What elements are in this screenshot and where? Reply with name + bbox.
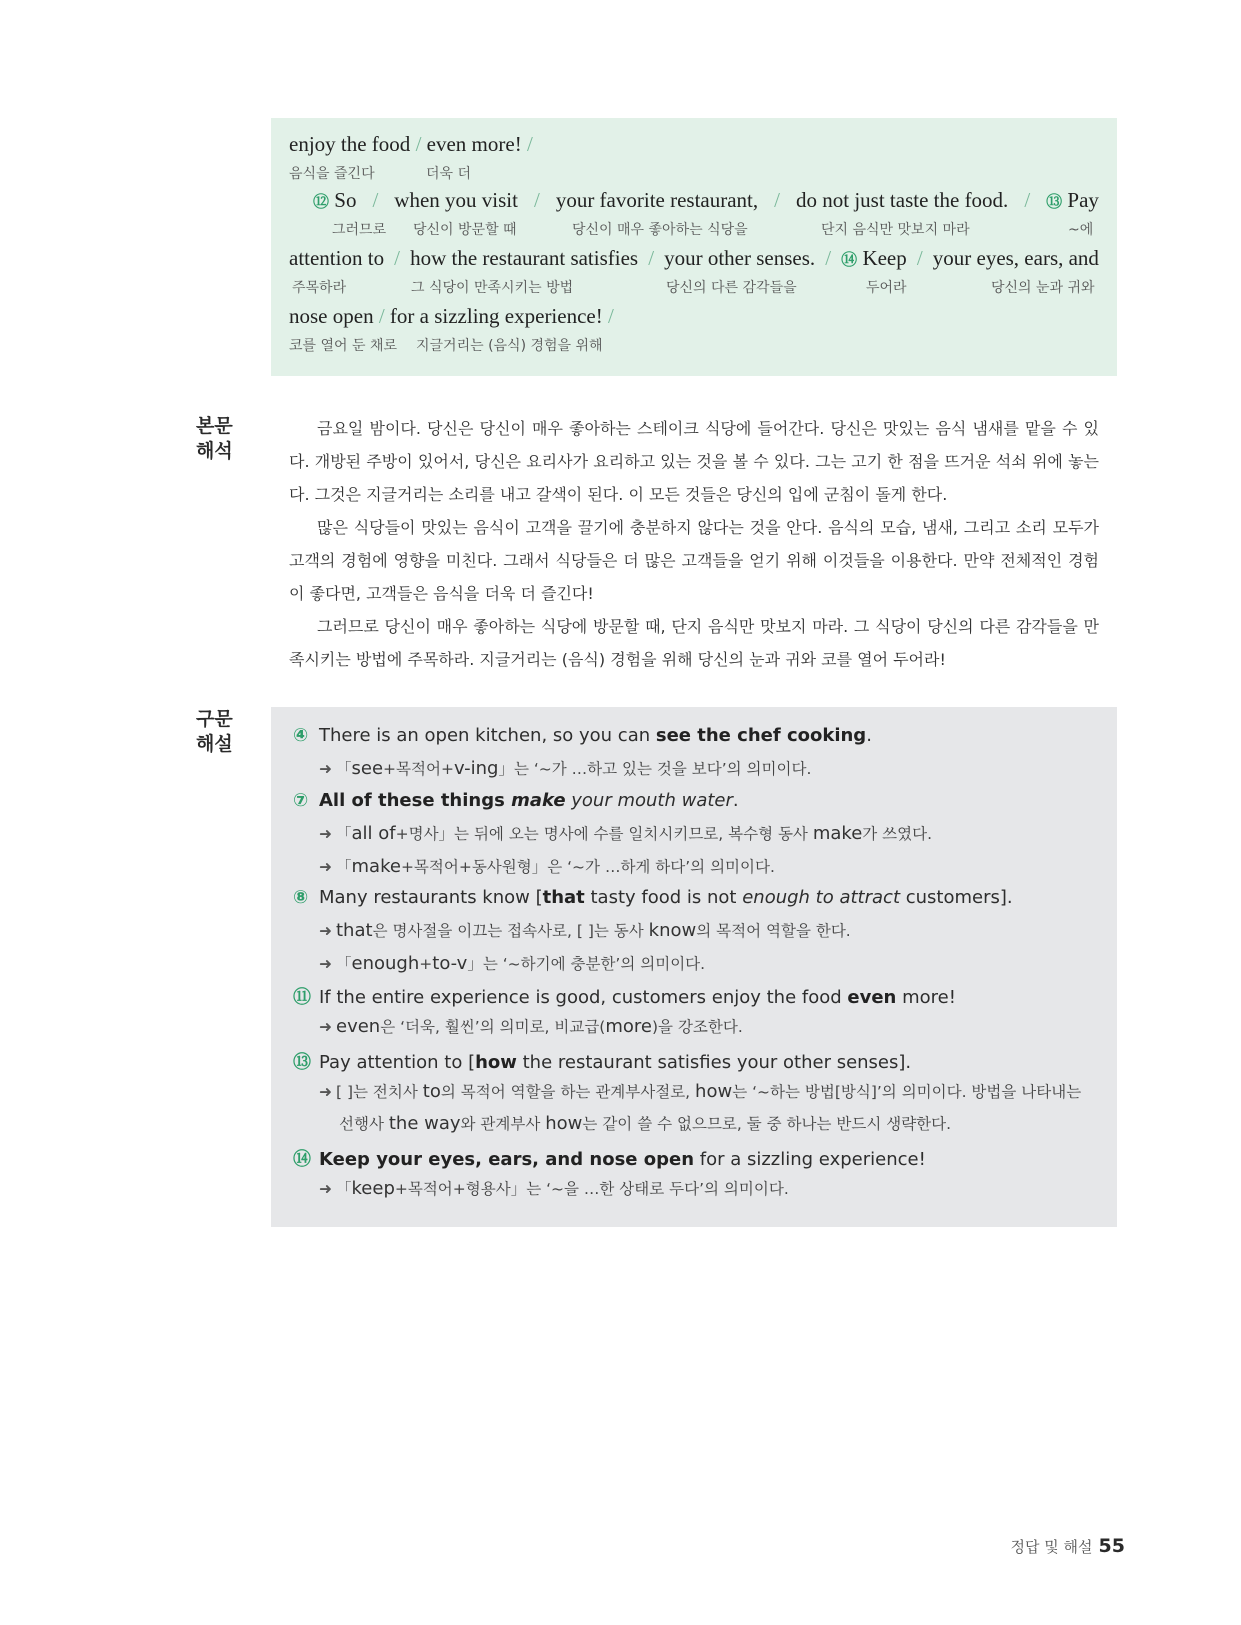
- arrow-icon: ➜: [319, 1018, 332, 1036]
- chunk-text: Pay: [1067, 188, 1099, 212]
- note-english: keep: [351, 1178, 395, 1199]
- chunk-slash: /: [774, 188, 780, 212]
- note-text: 가 쓰였다.: [862, 825, 933, 843]
- grammar-text: There is an open kitchen, so you can: [319, 725, 656, 746]
- note-english: the way: [388, 1113, 461, 1134]
- grammar-text: tasty food is not: [584, 887, 743, 908]
- translation-label: 본문 해석: [196, 415, 233, 462]
- note-text: )을 강조한다.: [652, 1018, 743, 1036]
- note-text: 」는 ‘~하기에 충분한’의 의미이다.: [467, 955, 706, 973]
- grammar-item-4: [293, 725, 1095, 746]
- grammar-italic: enough to attract: [742, 887, 900, 908]
- sentence-number: ⑦: [293, 790, 309, 811]
- chunk-text: do not just taste the food.: [796, 188, 1009, 212]
- grammar-item-8: [293, 887, 1095, 908]
- arrow-icon: ➜: [319, 825, 332, 843]
- chunk-gloss: 주목하라: [292, 280, 347, 296]
- chunk-slash: /: [415, 132, 422, 156]
- chunk-gloss: 단지 음식만 맛보지 마라: [821, 222, 970, 238]
- translation-paragraph: 금요일 밤이다. 당신은 당신이 매우 좋아하는 스테이크 식당에 들어간다. 당신은 맛있는 음식 냄새를 맡을 수 있다. 개방된 주방이 있어서, 당신은 요리사가 요리하고 있는 것을 볼 수 있다. 그는 고기 한 점을 뜨거운 석쇠 위에 놓는다. 그것은 지글거리는 소리를 내고 갈색이 된다. 이 모든 것들은 당신의 입에 군침이 돌게 한다.: [289, 419, 1099, 504]
- chunk-text: your favorite restaurant,: [555, 188, 759, 212]
- note-english: enough: [351, 953, 420, 974]
- sentence-number: ⑪: [293, 987, 311, 1008]
- grammar-text: the restaurant satisfies your other senses].: [516, 1052, 912, 1073]
- body-translation: [289, 412, 1099, 676]
- chunk-slash: /: [533, 188, 540, 212]
- arrow-icon: ➜: [319, 1180, 332, 1198]
- arrow-icon: ➜: [319, 1083, 332, 1101]
- chunk-slash: /: [607, 304, 614, 328]
- note-english: that: [336, 920, 373, 941]
- chunk-gloss: ~에: [1068, 222, 1094, 238]
- grammar-label: 구문 해설: [196, 708, 233, 755]
- chunk-slash: /: [394, 246, 400, 270]
- chunk-gloss: 더욱 더: [426, 166, 472, 182]
- grammar-text: .: [732, 790, 739, 811]
- chunk-text: when you visit: [394, 188, 518, 212]
- grammar-item-13: [293, 1048, 1095, 1074]
- chunk-text: even more!: [426, 132, 522, 156]
- note-text: +: [419, 955, 433, 973]
- note-text: 은 ‘더욱, 훨씬’의 의미로, 비교급(: [380, 1018, 606, 1036]
- sentence-number: ⑧: [293, 887, 309, 908]
- grammar-item-11: [293, 983, 1095, 1009]
- note-text: +목적어+형용사」는 ‘~을 …한 상태로 두다’의 의미이다.: [394, 1180, 789, 1198]
- grammar-text: more!: [896, 987, 956, 1008]
- sentence-number: ⑬: [293, 1052, 311, 1073]
- note-text: [ ]는 전치사: [336, 1083, 423, 1101]
- note-text: 「: [336, 1180, 352, 1198]
- chunk-text: Keep: [862, 246, 907, 270]
- grammar-note: [319, 1011, 1099, 1043]
- chunk-gloss: 지글거리는 (음식) 경험을 위해: [416, 338, 603, 354]
- chunk-gloss: 코를 열어 둔 채로: [289, 338, 398, 354]
- grammar-note: [319, 851, 1099, 883]
- note-english: see: [351, 758, 384, 779]
- sentence-number: ⑫: [313, 194, 330, 211]
- grammar-text: .: [866, 725, 872, 746]
- grammar-item-7: [293, 790, 1095, 811]
- note-text: 의 목적어 역할을 한다.: [696, 922, 851, 940]
- chunk-text: your eyes, ears, and: [932, 246, 1099, 270]
- note-text: 「: [336, 825, 352, 843]
- grammar-note: [319, 1076, 1099, 1140]
- grammar-emphasis: even: [847, 987, 897, 1008]
- chunk-gloss: 그 식당이 만족시키는 방법: [411, 280, 574, 296]
- note-text: 는 같이 쓸 수 없으므로, 둘 중 하나는 반드시 생략한다.: [582, 1115, 952, 1133]
- chunk-text: attention to: [289, 246, 385, 270]
- translation-paragraph: 그러므로 당신이 매우 좋아하는 식당에 방문할 때, 단지 음식만 맛보지 마라. 그 식당이 당신의 다른 감각들을 만족시키는 방법에 주목하라. 지글거리는 (음식) 경험을 위해 당신의 눈과 귀와 코를 열어 두어라!: [289, 617, 1099, 669]
- grammar-text: Pay attention to [: [319, 1052, 476, 1073]
- note-english: know: [648, 920, 697, 941]
- note-text: +목적어+: [383, 760, 454, 778]
- chunk-slash: /: [378, 304, 385, 328]
- chunk-text: So: [334, 188, 357, 212]
- note-text: 「: [336, 760, 352, 778]
- grammar-text: Many restaurants know [: [319, 887, 543, 908]
- note-text: 「: [336, 858, 352, 876]
- footer-label: 정답 및 해설: [1010, 1538, 1093, 1556]
- arrow-icon: ➜: [319, 955, 332, 973]
- page-number: 55: [1098, 1535, 1125, 1557]
- note-english: more: [605, 1016, 652, 1037]
- chunk-gloss: 당신의 다른 감각들을: [666, 280, 797, 296]
- chunk-line-2: [313, 188, 1099, 218]
- note-english: to-v: [432, 953, 468, 974]
- note-text: 「: [336, 955, 352, 973]
- chunk-gloss: 당신이 방문할 때: [413, 222, 517, 238]
- note-english: all of: [351, 823, 396, 844]
- sentence-number: ④: [293, 725, 309, 746]
- grammar-note: [319, 915, 1099, 947]
- grammar-note: [319, 753, 1099, 785]
- grammar-emphasis: make: [511, 790, 566, 811]
- chunk-text: for a sizzling experience!: [389, 304, 603, 328]
- arrow-icon: ➜: [319, 858, 332, 876]
- grammar-note: [319, 1173, 1099, 1205]
- note-english: v-ing: [453, 758, 499, 779]
- grammar-item-14: [293, 1145, 1095, 1171]
- chunk-gloss: 두어라: [866, 280, 907, 296]
- chunk-slash: /: [372, 188, 379, 212]
- grammar-explanation-box: [271, 707, 1117, 1227]
- grammar-emphasis: that: [542, 887, 585, 908]
- chunk-gloss: 당신이 매우 좋아하는 식당을: [572, 222, 748, 238]
- note-english: make: [351, 856, 401, 877]
- grammar-note: [319, 818, 1099, 850]
- chunk-slash: /: [916, 246, 923, 270]
- note-english: even: [336, 1016, 381, 1037]
- grammar-emphasis: see the chef cooking: [655, 725, 867, 746]
- note-text: 와 관계부사: [460, 1115, 546, 1133]
- note-text: +명사」는 뒤에 오는 명사에 수를 일치시키므로, 복수형 동사: [395, 825, 813, 843]
- translation-paragraph: 많은 식당들이 맛있는 음식이 고객을 끌기에 충분하지 않다는 것을 안다. 음식의 모습, 냄새, 그리고 소리 모두가 고객의 경험에 영향을 미친다. 그래서 식당들은 더 많은 고객들을 얻기 위해 이것들을 이용한다. 만약 전체적인 경험이 좋다면, 고객들은 음식을 더욱 더 즐긴다!: [289, 518, 1099, 603]
- chunk-line-3: [289, 246, 1099, 276]
- chunk-gloss: 음식을 즐긴다: [289, 166, 375, 182]
- chunk-gloss: 당신의 눈과 귀와: [991, 280, 1095, 296]
- note-text: 」는 ‘~가 …하고 있는 것을 보다’의 의미이다.: [498, 760, 812, 778]
- grammar-emphasis: All of these things: [319, 790, 512, 811]
- note-english: how: [695, 1081, 733, 1102]
- sentence-number: ⑭: [841, 252, 858, 269]
- chunk-text: nose open: [289, 304, 374, 328]
- arrow-icon: ➜: [319, 760, 332, 778]
- grammar-text: customers].: [900, 887, 1013, 908]
- chunk-text: your other senses.: [664, 246, 816, 270]
- chunk-text: how the restaurant satisfies: [410, 246, 639, 270]
- grammar-italic: your mouth water: [565, 790, 733, 811]
- chunk-slash: /: [825, 246, 832, 270]
- note-english: to: [422, 1081, 441, 1102]
- grammar-emphasis: how: [475, 1052, 517, 1073]
- chunk-gloss: 그러므로: [332, 222, 387, 238]
- chunk-text: enjoy the food: [289, 132, 411, 156]
- arrow-icon: ➜: [319, 922, 332, 940]
- chunk-slash: /: [648, 246, 655, 270]
- chunk-line-4: [289, 304, 1099, 334]
- grammar-emphasis: Keep your eyes, ears, and nose open: [319, 1149, 695, 1170]
- chunk-translation-box: [271, 118, 1117, 376]
- note-text: +목적어+동사원형」은 ‘~가 …하게 하다’의 의미이다.: [400, 858, 775, 876]
- grammar-text: for a sizzling experience!: [694, 1149, 926, 1170]
- note-text: 는 ‘~하는 방법[방식]’의 의미이다. 방법을 나타내는 선행사: [339, 1083, 1082, 1133]
- note-text: 의 목적어 역할을 하는 관계부사절로,: [440, 1083, 696, 1101]
- chunk-line-1: [289, 132, 1099, 162]
- grammar-text: If the entire experience is good, customers enjoy the food: [319, 987, 848, 1008]
- note-english: make: [812, 823, 863, 844]
- chunk-slash: /: [526, 132, 533, 156]
- note-english: how: [545, 1113, 583, 1134]
- page-footer: [1011, 1535, 1125, 1557]
- sentence-number: ⑭: [293, 1149, 311, 1170]
- chunk-slash: /: [1024, 188, 1031, 212]
- note-text: 은 명사절을 이끄는 접속사로, [ ]는 동사: [372, 922, 649, 940]
- sentence-number: ⑬: [1046, 194, 1063, 211]
- grammar-note: [319, 948, 1099, 980]
